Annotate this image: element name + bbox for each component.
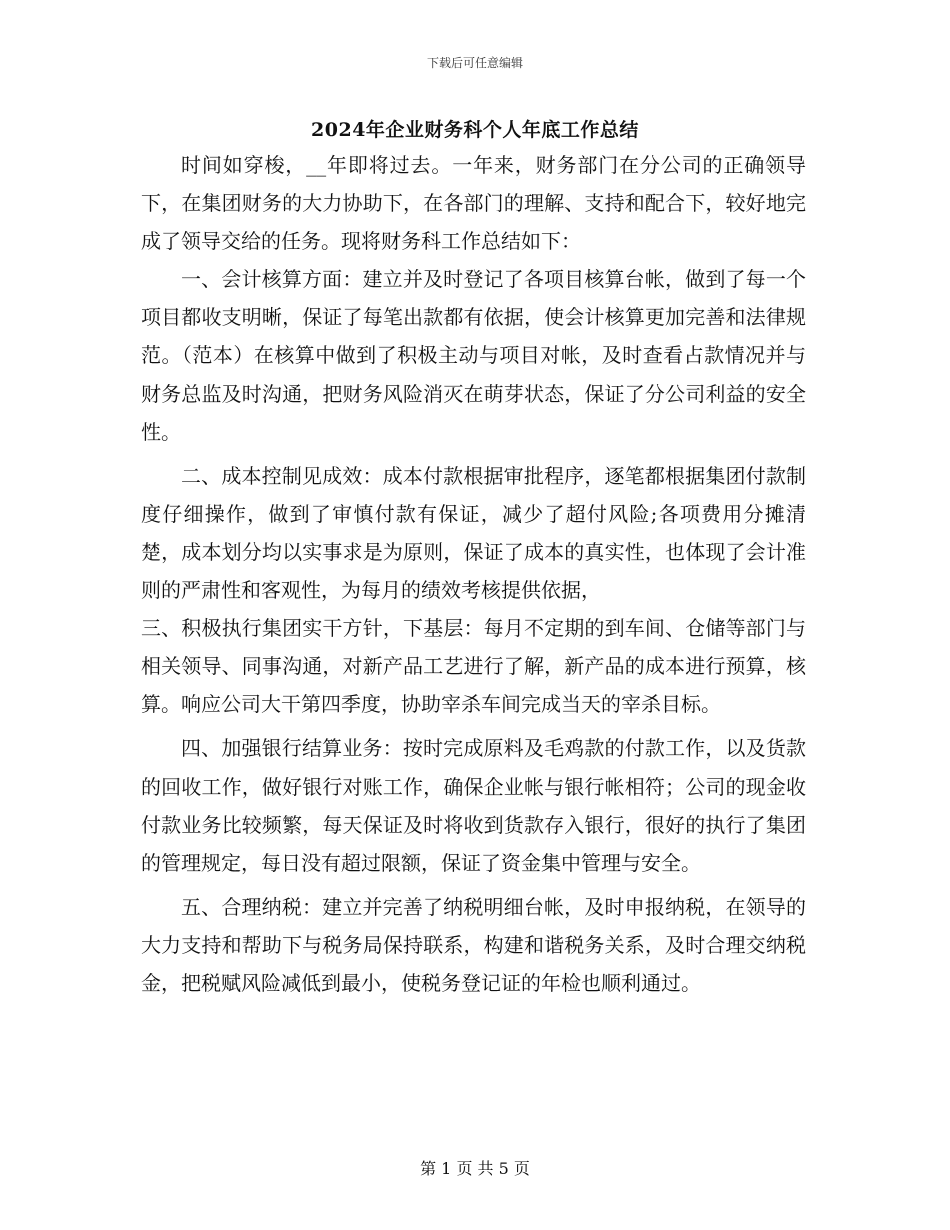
paragraph-tax: 五、合理纳税：建立并完善了纳税明细台帐，及时申报纳税，在领导的大力支持和帮助下与税务局保持联系，构建和谐税务关系，及时合理交纳税金，把税赋风险减低到最小，使税务登记证的年检也顺利通过。 [141, 894, 806, 995]
header-note: 下载后可任意编辑 [426, 56, 523, 70]
paragraph-accounting: 一、会计核算方面：建立并及时登记了各项目核算台帐，做到了每一个项目都收支明晰，保证了每笔出款都有依据，使会计核算更加完善和法律规范。（范本）在核算中做到了积极主动与项目对帐，及时查看占款情况并与财务总监及时沟通，把财务风险消灭在萌芽状态，保证了分公司利益的安全性。 [141, 267, 806, 444]
paragraph-cost-control: 二、成本控制见成效：成本付款根据审批程序，逐笔都根据集团付款制度仔细操作，做到了审慎付款有保证，减少了超付风险;各项费用分摊清楚，成本划分均以实事求是为原则，保证了成本的真实性，也体现了会计准则的严肃性和客观性，为每月的绩效考核提供依据， [141, 463, 806, 603]
document-body [141, 146, 806, 1002]
document-title: 2024年企业财务科个人年底工作总结 [311, 119, 639, 141]
paragraph-bank-settlement: 四、加强银行结算业务：按时完成原料及毛鸡款的付款工作，以及货款的回收工作，做好银行对账工作，确保企业帐与银行帐相符；公司的现金收付款业务比较频繁，每天保证及时将收到货款存入银行，很好的执行了集团的管理规定，每日没有超过限额，保证了资金集中管理与安全。 [141, 736, 806, 875]
paragraph-intro: 时间如穿梭，__年即将过去。一年来，财务部门在分公司的正确领导下，在集团财务的大力协助下，在各部门的理解、支持和配合下，较好地完成了领导交给的任务。现将财务科工作总结如下： [141, 153, 806, 254]
paragraph-grassroots: 三、积极执行集团实干方针，下基层：每月不定期的到车间、仓储等部门与相关领导、同事沟通，对新产品工艺进行了解，新产品的成本进行预算，核算。响应公司大干第四季度，协助宰杀车间完成当天的宰杀目标。 [141, 616, 806, 717]
page-number-footer: 第 1 页 共 5 页 [420, 1159, 530, 1178]
